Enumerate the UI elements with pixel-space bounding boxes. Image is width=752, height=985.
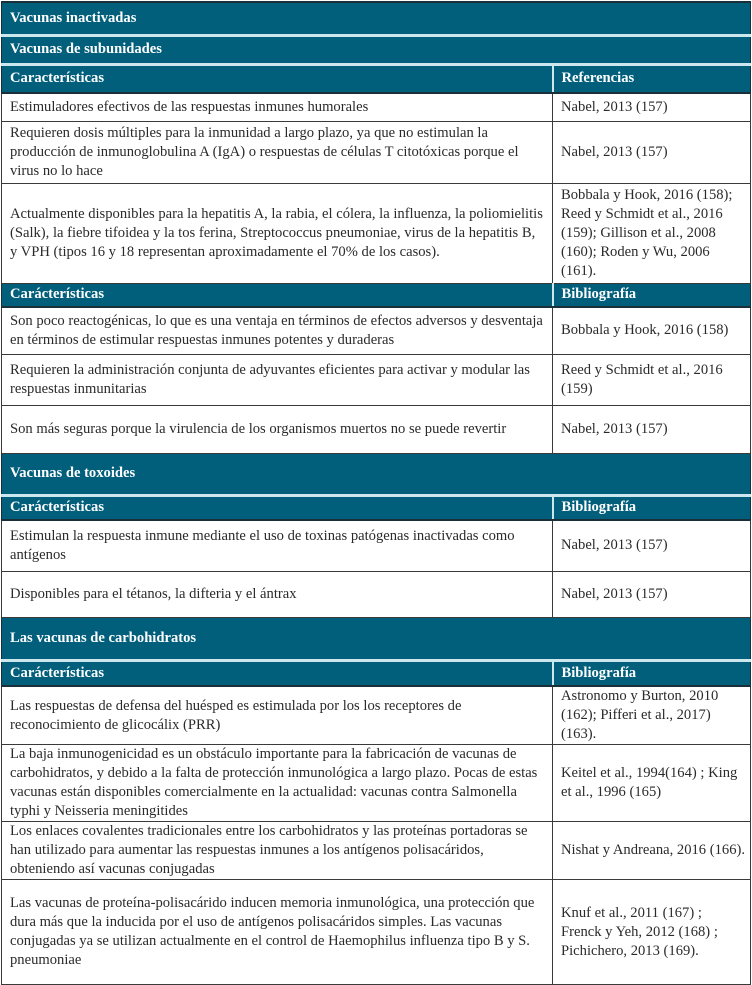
table-row [2,405,751,453]
reference-cell: Nabel, 2013 (157) [553,520,751,571]
characteristic-cell: Las respuestas de defensa del huésped es estimulada por los los receptores de reconocimiento de glicocálix (PRR) [2,686,553,745]
reference-cell: Bobbala y Hook, 2016 (158) [553,307,751,354]
characteristic-cell: Requieren dosis múltiples para la inmunidad a largo plazo, ya que no estimulan la producción de inmunoglobulina A (IgA) o respuestas de células T citotóxicas porque el virus no lo hace [2,121,553,183]
characteristic-cell: Actualmente disponibles para la hepatitis A, la rabia, el cólera, la influenza, la poliomielitis (Salk), la fiebre tifoidea y la tos ferina, Streptococcus pneumoniae, virus de la hepatitis B, y VPH (tipos 16 y 18 representan aproximadamente el 70% de los casos). [2,183,553,283]
table-row [2,520,751,571]
table-row [2,307,751,354]
column-header-references: Referencias [553,64,751,93]
table-row [2,880,751,985]
reference-cell: Bobbala y Hook, 2016 (158); Reed y Schmidt et al., 2016 (159); Gillison et al., 2008 (160); Roden y Wu, 2006 (161). [553,183,751,283]
table-row [2,121,751,183]
reference-cell: Keitel et al., 1994(164) ; King et al., 1996 (165) [553,745,751,822]
reference-cell: Nabel, 2013 (157) [553,571,751,617]
column-header-row [2,64,751,93]
column-header-row [2,495,751,520]
reference-cell: Nabel, 2013 (157) [553,121,751,183]
table-row [2,822,751,880]
vaccine-characteristics-table [1,1,751,985]
table-row [2,93,751,121]
column-header-row [2,660,751,686]
reference-cell: Knuf et al., 2011 (167) ; Frenck y Yeh, 2012 (168) ; Pichichero, 2013 (169). [553,880,751,985]
reference-cell: Nabel, 2013 (157) [553,405,751,453]
table-row [2,745,751,822]
characteristic-cell: Son más seguras porque la virulencia de los organismos muertos no se puede revertir [2,405,553,453]
characteristic-cell: Los enlaces covalentes tradicionales entre los carbohidratos y las proteínas portadoras se han utilizado para aumentar las respuestas inmunes a los antígenos polisacáridos, obteniendo así vacunas conjugadas [2,822,553,880]
table-title: Vacunas inactivadas [2,2,751,35]
section-title-row [2,35,751,64]
reference-cell: Nishat y Andreana, 2016 (166). [553,822,751,880]
table-row [2,571,751,617]
column-header-bibliography: Bibliografía [553,660,751,686]
column-header-characteristics: Carácterísticas [2,283,553,307]
characteristic-cell: La baja inmunogenicidad es un obstáculo importante para la fabricación de vacunas de carbohidratos, y debido a la falta de protección inmunológica a largo plazo. Pocas de estas vacunas están disponibles comercialmente en la actualidad: vacunas contra Salmonella typhi y Neisseria meningitides [2,745,553,822]
section-title-row [2,453,751,495]
section-title-row [2,617,751,660]
table-row [2,183,751,283]
reference-cell: Nabel, 2013 (157) [553,93,751,121]
column-header-characteristics: Carácterísticas [2,660,553,686]
column-header-row [2,283,751,307]
characteristic-cell: Disponibles para el tétanos, la difteria y el ántrax [2,571,553,617]
reference-cell: Reed y Schmidt et al., 2016 (159) [553,354,751,405]
characteristic-cell: Las vacunas de proteína-polisacárido inducen memoria inmunológica, una protección que dura más que la inducida por el uso de antígenos polisacáridos simples. Las vacunas conjugadas ya se utilizan actualmente en el control de Haemophilus influenza tipo B y S. pneumoniae [2,880,553,985]
section-title-toxoides: Vacunas de toxoides [2,453,751,495]
column-header-characteristics: Carácterísticas [2,495,553,520]
section-title-subunidades: Vacunas de subunidades [2,35,751,64]
characteristic-cell: Estimuladores efectivos de las respuestas inmunes humorales [2,93,553,121]
reference-cell: Astronomo y Burton, 2010 (162); Pifferi et al., 2017) (163). [553,686,751,745]
table-row [2,686,751,745]
characteristic-cell: Estimulan la respuesta inmune mediante el uso de toxinas patógenas inactivadas como antígenos [2,520,553,571]
characteristic-cell: Requieren la administración conjunta de adyuvantes eficientes para activar y modular las respuestas inmunitarias [2,354,553,405]
column-header-bibliography: Bibliografía [553,283,751,307]
column-header-characteristics: Características [2,64,553,93]
table-title-row [2,2,751,35]
characteristic-cell: Son poco reactogénicas, lo que es una ventaja en términos de efectos adversos y desventaja en términos de estimular respuestas inmunes potentes y duraderas [2,307,553,354]
table-row [2,354,751,405]
column-header-bibliography: Bibliografía [553,495,751,520]
section-title-carbohidratos: Las vacunas de carbohidratos [2,617,751,660]
